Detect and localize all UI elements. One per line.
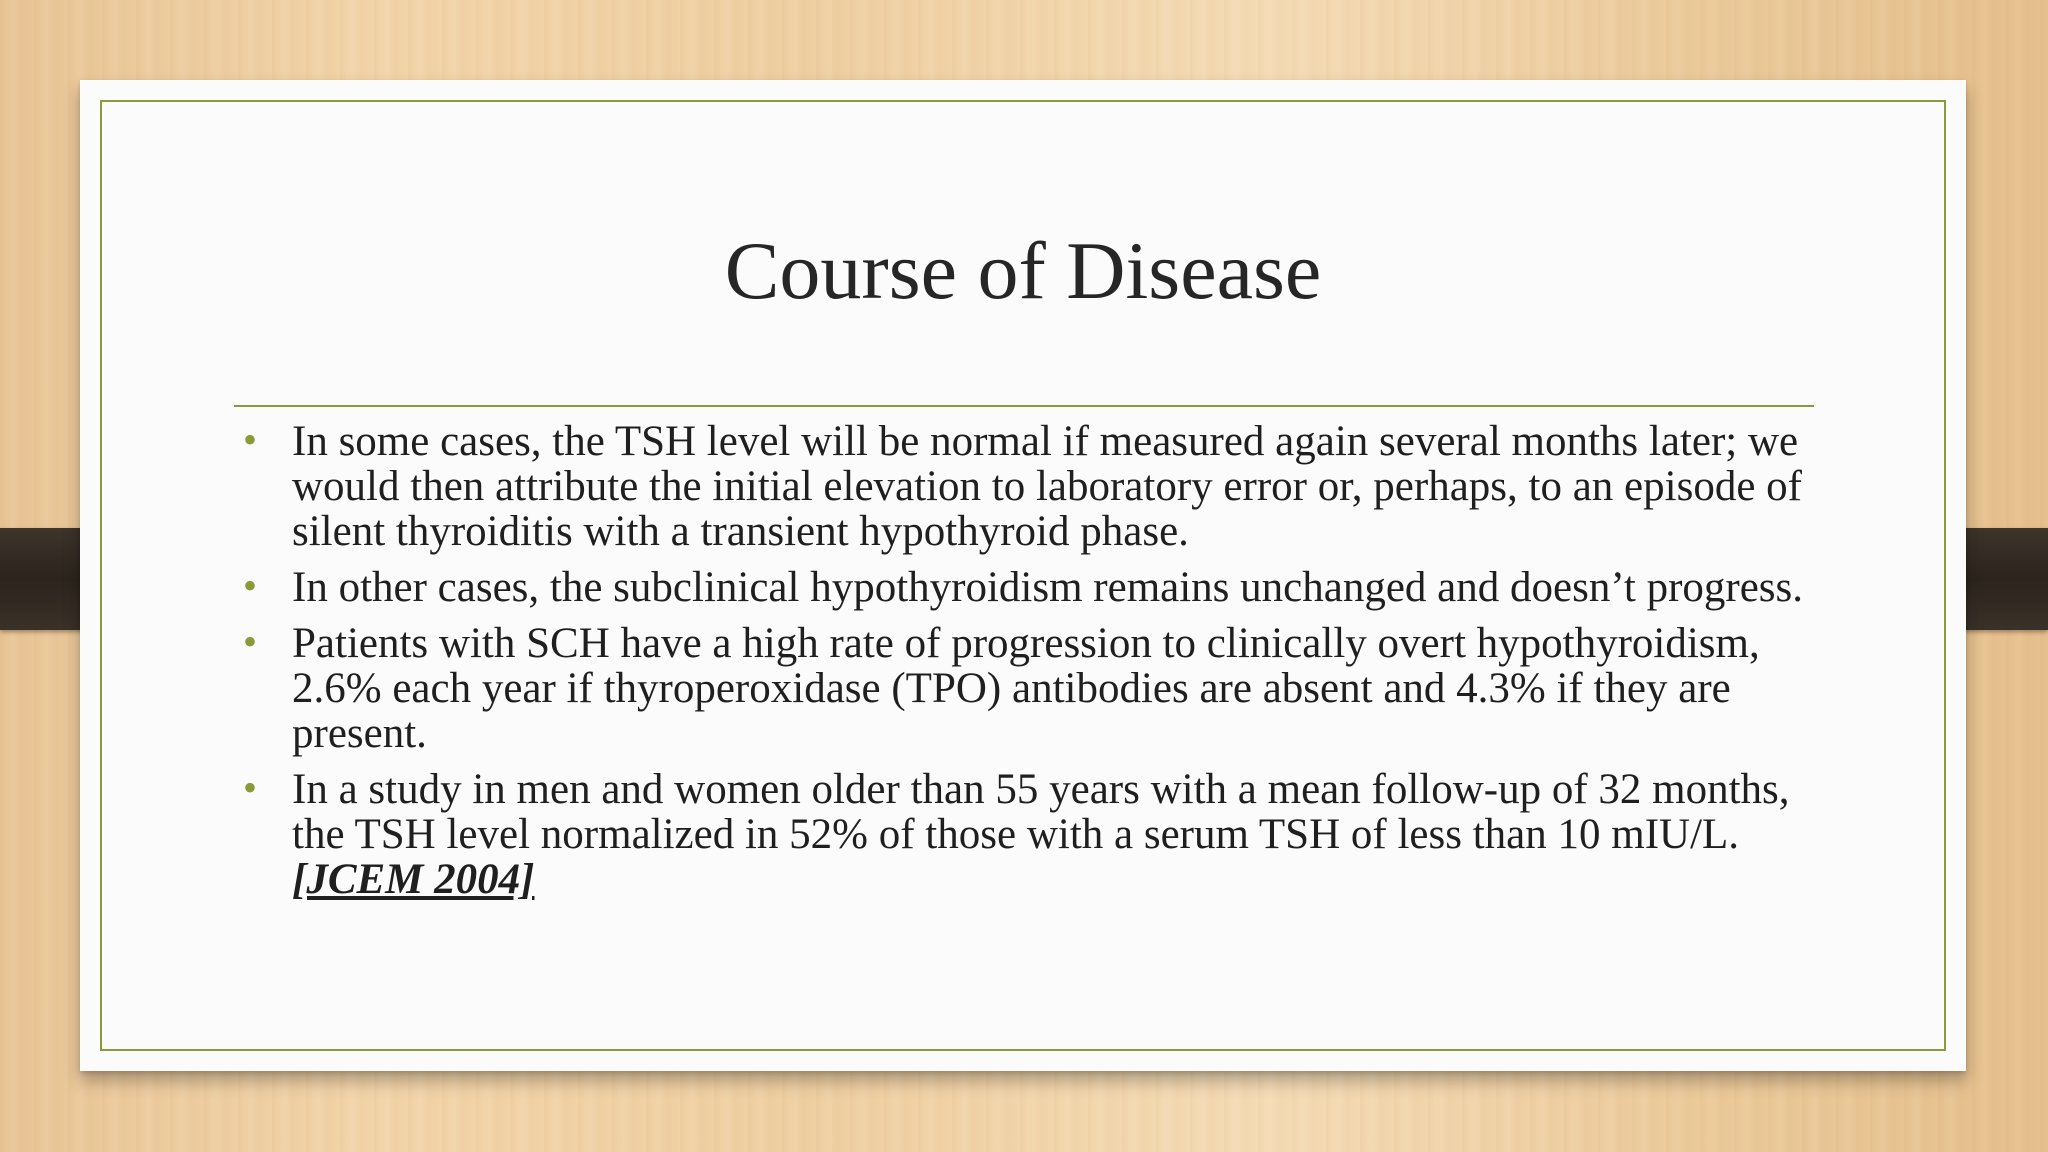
bullet-item — [234, 621, 1824, 756]
bullet-list — [234, 419, 1824, 913]
bullet-text: In other cases, the subclinical hypothyroidism remains unchanged and doesn’t progress. — [292, 564, 1804, 611]
slide-title: Course of Disease — [724, 225, 1322, 316]
bullet-item — [234, 419, 1824, 554]
bullet-item — [234, 767, 1824, 902]
bullet-icon: • — [243, 619, 258, 664]
bullet-icon: • — [243, 563, 258, 608]
bullet-icon: • — [243, 417, 258, 462]
bullet-text: In a study in men and women older than 55 years with a mean follow-up of 32 months, the TSH level normalized in 52% of those with a serum TSH of less than 10 mIU/L. — [292, 766, 1790, 858]
bullet-item — [234, 565, 1824, 610]
slide — [80, 80, 1966, 1071]
citation: [JCEM 2004] — [292, 856, 535, 903]
bullet-text: Patients with SCH have a high rate of progression to clinically overt hypothyroidism, 2.6% each year if thyroperoxidase (TPO) antibodies are absent and 4.3% if they are present. — [292, 620, 1760, 757]
bullet-text: In some cases, the TSH level will be normal if measured again several months later; we would then attribute the initial elevation to laboratory error or, perhaps, to an episode of silent thyroiditis with a transient hypothyroid phase. — [292, 418, 1802, 555]
bullet-icon: • — [243, 765, 258, 810]
title-divider — [234, 405, 1814, 407]
